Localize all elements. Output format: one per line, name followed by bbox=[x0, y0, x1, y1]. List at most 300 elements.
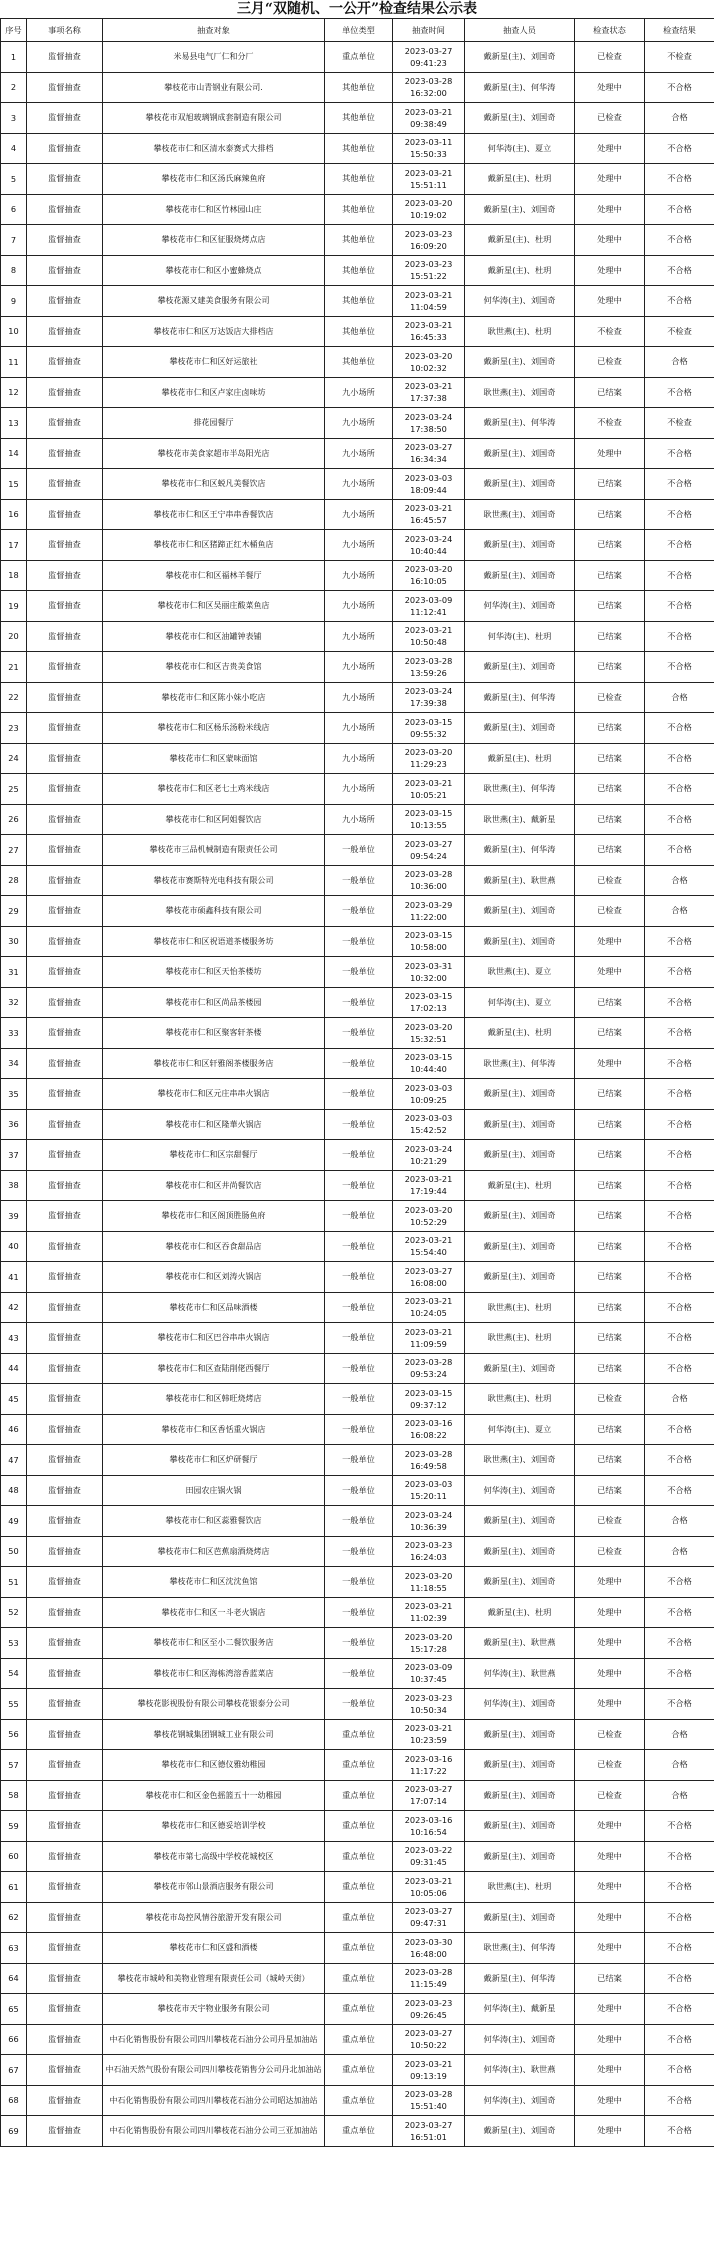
row-unit-type: 其他单位 bbox=[325, 194, 393, 225]
table-row bbox=[1, 896, 714, 927]
row-date: 2023-03-03 bbox=[404, 1113, 453, 1124]
row-item-name: 监督抽查 bbox=[27, 621, 103, 652]
row-clock: 09:31:45 bbox=[410, 1857, 447, 1868]
row-status: 处理中 bbox=[575, 1933, 645, 1964]
row-date: 2023-03-21 bbox=[404, 106, 453, 117]
row-unit-type: 一般单位 bbox=[325, 987, 393, 1018]
row-unit-type: 重点单位 bbox=[325, 1750, 393, 1781]
table-row bbox=[1, 1963, 714, 1994]
row-inspectors: 何华涛(主)、耿世燕 bbox=[465, 2055, 575, 2086]
row-status: 已检查 bbox=[575, 865, 645, 896]
row-status: 处理中 bbox=[575, 1811, 645, 1842]
row-time bbox=[393, 408, 465, 439]
row-inspectors: 戴新星(主)、何华涛 bbox=[465, 72, 575, 103]
row-inspectors: 何华涛(主)、戴新星 bbox=[465, 1994, 575, 2025]
row-target: 攀枝花市仁和区炉研餐厅 bbox=[103, 1445, 325, 1476]
row-unit-type: 九小场所 bbox=[325, 713, 393, 744]
row-target: 攀枝花市仁和区福林羊餐厅 bbox=[103, 560, 325, 591]
row-index: 40 bbox=[1, 1231, 27, 1262]
row-target: 攀枝花市城岭和美物业管理有限责任公司（城岭天街） bbox=[103, 1963, 325, 1994]
row-status: 处理中 bbox=[575, 133, 645, 164]
row-time bbox=[393, 1597, 465, 1628]
row-item-name: 监督抽查 bbox=[27, 682, 103, 713]
row-clock: 09:26:45 bbox=[410, 2009, 447, 2020]
row-index: 7 bbox=[1, 225, 27, 256]
row-target: 攀枝花市仁和区盛和酒楼 bbox=[103, 1933, 325, 1964]
row-item-name: 监督抽查 bbox=[27, 1109, 103, 1140]
row-index: 30 bbox=[1, 926, 27, 957]
row-result: 不合格 bbox=[645, 438, 714, 469]
row-status: 处理中 bbox=[575, 1689, 645, 1720]
row-time bbox=[393, 1963, 465, 1994]
row-unit-type: 一般单位 bbox=[325, 1140, 393, 1171]
row-unit-type: 一般单位 bbox=[325, 957, 393, 988]
row-item-name: 监督抽查 bbox=[27, 530, 103, 561]
row-unit-type: 重点单位 bbox=[325, 2024, 393, 2055]
row-time bbox=[393, 1048, 465, 1079]
row-target: 攀枝花市仁和区祝语道茶楼服务坊 bbox=[103, 926, 325, 957]
row-time bbox=[393, 1475, 465, 1506]
row-inspectors: 戴新星(主)、刘国奇 bbox=[465, 1536, 575, 1567]
row-result: 不合格 bbox=[645, 1475, 714, 1506]
row-date: 2023-03-20 bbox=[404, 1021, 453, 1032]
row-target: 攀枝花市仁和区韩旺烧烤店 bbox=[103, 1384, 325, 1415]
row-date: 2023-03-23 bbox=[404, 1997, 453, 2008]
row-item-name: 监督抽查 bbox=[27, 1323, 103, 1354]
row-date: 2023-03-21 bbox=[404, 2058, 453, 2069]
row-unit-type: 九小场所 bbox=[325, 377, 393, 408]
row-time bbox=[393, 896, 465, 927]
row-date: 2023-03-15 bbox=[404, 930, 453, 941]
row-result: 不合格 bbox=[645, 164, 714, 195]
table-row bbox=[1, 591, 714, 622]
row-inspectors: 耿世燕(主)、杜玥 bbox=[465, 1872, 575, 1903]
row-index: 33 bbox=[1, 1018, 27, 1049]
row-index: 9 bbox=[1, 286, 27, 317]
row-date: 2023-03-27 bbox=[404, 2028, 453, 2039]
row-status: 处理中 bbox=[575, 1841, 645, 1872]
row-target: 排花园餐厅 bbox=[103, 408, 325, 439]
row-date: 2023-03-24 bbox=[404, 1143, 453, 1154]
page-title: 三月“双随机、一公开”检查结果公示表 bbox=[236, 1, 478, 17]
row-result: 不合格 bbox=[645, 499, 714, 530]
row-item-name: 监督抽查 bbox=[27, 835, 103, 866]
row-item-name: 监督抽查 bbox=[27, 255, 103, 286]
table-row bbox=[1, 164, 714, 195]
row-index: 6 bbox=[1, 194, 27, 225]
row-clock: 16:34:34 bbox=[410, 454, 447, 465]
row-unit-type: 九小场所 bbox=[325, 682, 393, 713]
row-target: 攀枝花市天宇物业服务有限公司 bbox=[103, 1994, 325, 2025]
row-clock: 17:19:44 bbox=[410, 1186, 447, 1197]
row-unit-type: 九小场所 bbox=[325, 530, 393, 561]
row-unit-type: 九小场所 bbox=[325, 499, 393, 530]
row-inspectors: 戴新星(主)、耿世燕 bbox=[465, 1628, 575, 1659]
row-target: 攀枝花市仁和区老七土鸡米线店 bbox=[103, 774, 325, 805]
row-inspectors: 戴新星(主)、刘国奇 bbox=[465, 1079, 575, 1110]
row-clock: 11:18:55 bbox=[410, 1582, 447, 1593]
row-clock: 15:51:22 bbox=[410, 271, 447, 282]
row-date: 2023-03-28 bbox=[404, 1357, 453, 1368]
row-index: 32 bbox=[1, 987, 27, 1018]
row-time bbox=[393, 1170, 465, 1201]
row-item-name: 监督抽查 bbox=[27, 1628, 103, 1659]
row-unit-type: 一般单位 bbox=[325, 1201, 393, 1232]
row-index: 25 bbox=[1, 774, 27, 805]
row-target: 攀枝花市仁和区天怡茶楼坊 bbox=[103, 957, 325, 988]
row-status: 已检查 bbox=[575, 103, 645, 134]
row-unit-type: 九小场所 bbox=[325, 652, 393, 683]
row-clock: 16:51:01 bbox=[410, 2131, 447, 2142]
row-unit-type: 其他单位 bbox=[325, 347, 393, 378]
row-status: 处理中 bbox=[575, 194, 645, 225]
row-unit-type: 一般单位 bbox=[325, 1353, 393, 1384]
table-row bbox=[1, 926, 714, 957]
row-clock: 17:02:13 bbox=[410, 1003, 447, 1014]
row-date: 2023-03-28 bbox=[404, 76, 453, 87]
row-date: 2023-03-27 bbox=[404, 45, 453, 56]
row-time bbox=[393, 42, 465, 73]
row-item-name: 监督抽查 bbox=[27, 591, 103, 622]
header-time: 抽查时间 bbox=[393, 19, 465, 42]
row-unit-type: 重点单位 bbox=[325, 2055, 393, 2086]
row-time bbox=[393, 1323, 465, 1354]
row-clock: 15:32:51 bbox=[410, 1033, 447, 1044]
row-time bbox=[393, 1231, 465, 1262]
row-inspectors: 耿世燕(主)、刘国奇 bbox=[465, 377, 575, 408]
row-unit-type: 一般单位 bbox=[325, 1323, 393, 1354]
row-inspectors: 戴新星(主)、刘国奇 bbox=[465, 560, 575, 591]
table-row bbox=[1, 1231, 714, 1262]
row-target: 攀枝花市仁和区万达饭店大排档店 bbox=[103, 316, 325, 347]
row-time bbox=[393, 560, 465, 591]
row-inspectors: 戴新星(主)、杜玥 bbox=[465, 164, 575, 195]
row-date: 2023-03-21 bbox=[404, 777, 453, 788]
table-row bbox=[1, 865, 714, 896]
row-time bbox=[393, 804, 465, 835]
row-index: 18 bbox=[1, 560, 27, 591]
row-status: 处理中 bbox=[575, 2024, 645, 2055]
row-time bbox=[393, 591, 465, 622]
row-index: 21 bbox=[1, 652, 27, 683]
row-unit-type: 其他单位 bbox=[325, 225, 393, 256]
row-index: 57 bbox=[1, 1750, 27, 1781]
table-row bbox=[1, 408, 714, 439]
row-item-name: 监督抽查 bbox=[27, 469, 103, 500]
row-unit-type: 九小场所 bbox=[325, 621, 393, 652]
row-status: 已结案 bbox=[575, 591, 645, 622]
row-unit-type: 重点单位 bbox=[325, 1902, 393, 1933]
table-row bbox=[1, 1628, 714, 1659]
row-item-name: 监督抽查 bbox=[27, 286, 103, 317]
row-date: 2023-03-15 bbox=[404, 991, 453, 1002]
row-status: 处理中 bbox=[575, 2055, 645, 2086]
row-result: 不合格 bbox=[645, 1079, 714, 1110]
row-status: 已结案 bbox=[575, 1262, 645, 1293]
row-item-name: 监督抽查 bbox=[27, 1201, 103, 1232]
row-target: 攀枝花市仁和区吞食甜品店 bbox=[103, 1231, 325, 1262]
row-unit-type: 一般单位 bbox=[325, 1597, 393, 1628]
row-clock: 10:05:21 bbox=[410, 789, 447, 800]
row-result: 不合格 bbox=[645, 286, 714, 317]
row-target: 攀枝花市仁和区猪蹄正红木桶鱼店 bbox=[103, 530, 325, 561]
row-item-name: 监督抽查 bbox=[27, 896, 103, 927]
table-row bbox=[1, 255, 714, 286]
table-row bbox=[1, 1841, 714, 1872]
row-result: 不合格 bbox=[645, 1902, 714, 1933]
row-status: 已结案 bbox=[575, 1018, 645, 1049]
row-unit-type: 其他单位 bbox=[325, 133, 393, 164]
row-clock: 13:59:26 bbox=[410, 667, 447, 678]
row-inspectors: 何华涛(主)、杜玥 bbox=[465, 621, 575, 652]
row-target: 攀枝花市仁和区吉贵美食馆 bbox=[103, 652, 325, 683]
table-row bbox=[1, 316, 714, 347]
row-inspectors: 戴新星(主)、刘国奇 bbox=[465, 103, 575, 134]
row-result: 合格 bbox=[645, 1719, 714, 1750]
row-clock: 17:39:38 bbox=[410, 698, 447, 709]
row-inspectors: 戴新星(主)、刘国奇 bbox=[465, 896, 575, 927]
row-result: 不合格 bbox=[645, 591, 714, 622]
row-unit-type: 一般单位 bbox=[325, 1048, 393, 1079]
row-index: 34 bbox=[1, 1048, 27, 1079]
row-index: 50 bbox=[1, 1536, 27, 1567]
row-clock: 10:19:02 bbox=[410, 210, 447, 221]
row-item-name: 监督抽查 bbox=[27, 1292, 103, 1323]
row-clock: 16:10:05 bbox=[410, 576, 447, 587]
row-time bbox=[393, 835, 465, 866]
row-unit-type: 重点单位 bbox=[325, 2116, 393, 2147]
row-status: 处理中 bbox=[575, 1597, 645, 1628]
row-inspectors: 戴新星(主)、刘国奇 bbox=[465, 1567, 575, 1598]
row-inspectors: 戴新星(主)、刘国奇 bbox=[465, 42, 575, 73]
row-target: 攀枝花市仁和区征服烧烤点店 bbox=[103, 225, 325, 256]
row-inspectors: 戴新星(主)、刘国奇 bbox=[465, 438, 575, 469]
row-target: 攀枝花市硕鑫科技有限公司 bbox=[103, 896, 325, 927]
header-status: 检查状态 bbox=[575, 19, 645, 42]
row-inspectors: 耿世燕(主)、戴新星 bbox=[465, 804, 575, 835]
row-status: 已结案 bbox=[575, 1170, 645, 1201]
row-time bbox=[393, 652, 465, 683]
row-status: 已检查 bbox=[575, 42, 645, 73]
row-result: 不合格 bbox=[645, 1811, 714, 1842]
row-item-name: 监督抽查 bbox=[27, 1811, 103, 1842]
row-target: 攀枝花市仁和区金色摇篮五十一幼稚园 bbox=[103, 1780, 325, 1811]
row-status: 已检查 bbox=[575, 896, 645, 927]
row-unit-type: 九小场所 bbox=[325, 560, 393, 591]
row-time bbox=[393, 530, 465, 561]
row-inspectors: 戴新星(主)、刘国奇 bbox=[465, 1841, 575, 1872]
table-row bbox=[1, 1475, 714, 1506]
row-target: 攀枝花市仁和区汤氏麻辣鱼府 bbox=[103, 164, 325, 195]
row-index: 27 bbox=[1, 835, 27, 866]
row-date: 2023-03-24 bbox=[404, 686, 453, 697]
row-unit-type: 重点单位 bbox=[325, 1994, 393, 2025]
row-target: 攀枝花市仁和区宗甜餐厅 bbox=[103, 1140, 325, 1171]
row-clock: 11:29:23 bbox=[410, 759, 447, 770]
row-time bbox=[393, 1079, 465, 1110]
row-time bbox=[393, 1994, 465, 2025]
row-clock: 18:09:44 bbox=[410, 484, 447, 495]
row-target: 攀枝花市赛斯特光电科技有限公司 bbox=[103, 865, 325, 896]
table-row bbox=[1, 347, 714, 378]
row-target: 攀枝花市双旭玻璃钢成套制造有限公司 bbox=[103, 103, 325, 134]
row-target: 攀枝花市仁和区聚客轩茶楼 bbox=[103, 1018, 325, 1049]
row-item-name: 监督抽查 bbox=[27, 377, 103, 408]
row-date: 2023-03-11 bbox=[404, 137, 453, 148]
row-status: 处理中 bbox=[575, 957, 645, 988]
row-date: 2023-03-20 bbox=[404, 1204, 453, 1215]
row-time bbox=[393, 164, 465, 195]
row-unit-type: 一般单位 bbox=[325, 1292, 393, 1323]
row-target: 攀枝花市仁和区好运旅社 bbox=[103, 347, 325, 378]
row-status: 处理中 bbox=[575, 255, 645, 286]
row-item-name: 监督抽查 bbox=[27, 103, 103, 134]
row-index: 37 bbox=[1, 1140, 27, 1171]
row-result: 不合格 bbox=[645, 560, 714, 591]
row-result: 不合格 bbox=[645, 621, 714, 652]
row-index: 63 bbox=[1, 1933, 27, 1964]
row-date: 2023-03-16 bbox=[404, 1418, 453, 1429]
row-unit-type: 一般单位 bbox=[325, 1262, 393, 1293]
row-index: 65 bbox=[1, 1994, 27, 2025]
row-result: 不合格 bbox=[645, 530, 714, 561]
row-result: 不合格 bbox=[645, 1933, 714, 1964]
row-inspectors: 何华涛(主)、耿世燕 bbox=[465, 1658, 575, 1689]
row-time bbox=[393, 194, 465, 225]
row-target: 攀枝花市仁和区一斗老火锅店 bbox=[103, 1597, 325, 1628]
row-status: 处理中 bbox=[575, 1658, 645, 1689]
row-unit-type: 重点单位 bbox=[325, 1811, 393, 1842]
row-index: 53 bbox=[1, 1628, 27, 1659]
row-unit-type: 其他单位 bbox=[325, 164, 393, 195]
row-inspectors: 戴新星(主)、何华涛 bbox=[465, 408, 575, 439]
row-status: 已结案 bbox=[575, 530, 645, 561]
row-unit-type: 重点单位 bbox=[325, 1963, 393, 1994]
row-index: 46 bbox=[1, 1414, 27, 1445]
row-time bbox=[393, 133, 465, 164]
row-item-name: 监督抽查 bbox=[27, 1079, 103, 1110]
row-status: 不检查 bbox=[575, 408, 645, 439]
row-item-name: 监督抽查 bbox=[27, 804, 103, 835]
row-index: 26 bbox=[1, 804, 27, 835]
row-result: 不合格 bbox=[645, 2085, 714, 2116]
row-target: 攀枝花市仁和区至小二餐饮服务店 bbox=[103, 1628, 325, 1659]
row-time bbox=[393, 1201, 465, 1232]
table-row bbox=[1, 1933, 714, 1964]
row-item-name: 监督抽查 bbox=[27, 1719, 103, 1750]
row-item-name: 监督抽查 bbox=[27, 865, 103, 896]
row-index: 62 bbox=[1, 1902, 27, 1933]
row-unit-type: 九小场所 bbox=[325, 591, 393, 622]
row-unit-type: 重点单位 bbox=[325, 2085, 393, 2116]
table-row bbox=[1, 2085, 714, 2116]
row-target: 攀枝花影视股份有限公司攀枝花银泰分公司 bbox=[103, 1689, 325, 1720]
row-clock: 10:44:40 bbox=[410, 1064, 447, 1075]
row-date: 2023-03-16 bbox=[404, 1753, 453, 1764]
row-target: 攀枝花市仁和区清水泰赛式大排档 bbox=[103, 133, 325, 164]
row-time bbox=[393, 2055, 465, 2086]
row-clock: 15:51:40 bbox=[410, 2101, 447, 2112]
row-date: 2023-03-24 bbox=[404, 411, 453, 422]
table-row bbox=[1, 1719, 714, 1750]
row-item-name: 监督抽查 bbox=[27, 438, 103, 469]
row-unit-type: 重点单位 bbox=[325, 1841, 393, 1872]
row-status: 已检查 bbox=[575, 347, 645, 378]
row-result: 不合格 bbox=[645, 1994, 714, 2025]
row-index: 39 bbox=[1, 1201, 27, 1232]
row-clock: 16:08:00 bbox=[410, 1277, 447, 1288]
row-status: 处理中 bbox=[575, 72, 645, 103]
row-item-name: 监督抽查 bbox=[27, 1750, 103, 1781]
row-target: 攀枝花源又建美食服务有限公司 bbox=[103, 286, 325, 317]
row-item-name: 监督抽查 bbox=[27, 1689, 103, 1720]
row-inspectors: 戴新星(主)、杜玥 bbox=[465, 743, 575, 774]
row-date: 2023-03-28 bbox=[404, 1448, 453, 1459]
row-result: 不合格 bbox=[645, 225, 714, 256]
row-index: 8 bbox=[1, 255, 27, 286]
row-item-name: 监督抽查 bbox=[27, 1262, 103, 1293]
row-inspectors: 戴新星(主)、刘国奇 bbox=[465, 1353, 575, 1384]
row-result: 合格 bbox=[645, 682, 714, 713]
row-status: 处理中 bbox=[575, 2085, 645, 2116]
row-result: 不合格 bbox=[645, 1414, 714, 1445]
row-item-name: 监督抽查 bbox=[27, 1902, 103, 1933]
row-unit-type: 一般单位 bbox=[325, 1018, 393, 1049]
row-time bbox=[393, 1841, 465, 1872]
row-target: 攀枝花市三品机械制造有限责任公司 bbox=[103, 835, 325, 866]
row-unit-type: 一般单位 bbox=[325, 1475, 393, 1506]
row-target: 攀枝花市邻山景酒店服务有限公司 bbox=[103, 1872, 325, 1903]
row-item-name: 监督抽查 bbox=[27, 164, 103, 195]
row-result: 合格 bbox=[645, 1750, 714, 1781]
row-result: 不合格 bbox=[645, 1201, 714, 1232]
row-date: 2023-03-27 bbox=[404, 1906, 453, 1917]
row-item-name: 监督抽查 bbox=[27, 408, 103, 439]
table-row bbox=[1, 72, 714, 103]
row-result: 不合格 bbox=[645, 1841, 714, 1872]
row-clock: 16:45:33 bbox=[410, 332, 447, 343]
table-row bbox=[1, 560, 714, 591]
row-time bbox=[393, 1140, 465, 1171]
row-date: 2023-03-28 bbox=[404, 869, 453, 880]
row-time bbox=[393, 225, 465, 256]
row-date: 2023-03-29 bbox=[404, 899, 453, 910]
row-unit-type: 一般单位 bbox=[325, 1414, 393, 1445]
row-time bbox=[393, 1109, 465, 1140]
header-item-name: 事项名称 bbox=[27, 19, 103, 42]
row-index: 36 bbox=[1, 1109, 27, 1140]
table-row bbox=[1, 469, 714, 500]
row-index: 64 bbox=[1, 1963, 27, 1994]
row-clock: 10:40:44 bbox=[410, 545, 447, 556]
row-item-name: 监督抽查 bbox=[27, 1384, 103, 1415]
row-item-name: 监督抽查 bbox=[27, 2024, 103, 2055]
row-status: 已结案 bbox=[575, 560, 645, 591]
row-index: 48 bbox=[1, 1475, 27, 1506]
row-date: 2023-03-15 bbox=[404, 1052, 453, 1063]
row-clock: 10:50:22 bbox=[410, 2040, 447, 2051]
table-row bbox=[1, 1170, 714, 1201]
row-item-name: 监督抽查 bbox=[27, 1048, 103, 1079]
row-index: 13 bbox=[1, 408, 27, 439]
row-inspectors: 戴新星(主)、刘国奇 bbox=[465, 469, 575, 500]
row-clock: 10:50:34 bbox=[410, 1704, 447, 1715]
row-result: 不合格 bbox=[645, 1872, 714, 1903]
row-item-name: 监督抽查 bbox=[27, 1963, 103, 1994]
row-status: 处理中 bbox=[575, 286, 645, 317]
row-status: 已结案 bbox=[575, 1231, 645, 1262]
row-item-name: 监督抽查 bbox=[27, 1536, 103, 1567]
